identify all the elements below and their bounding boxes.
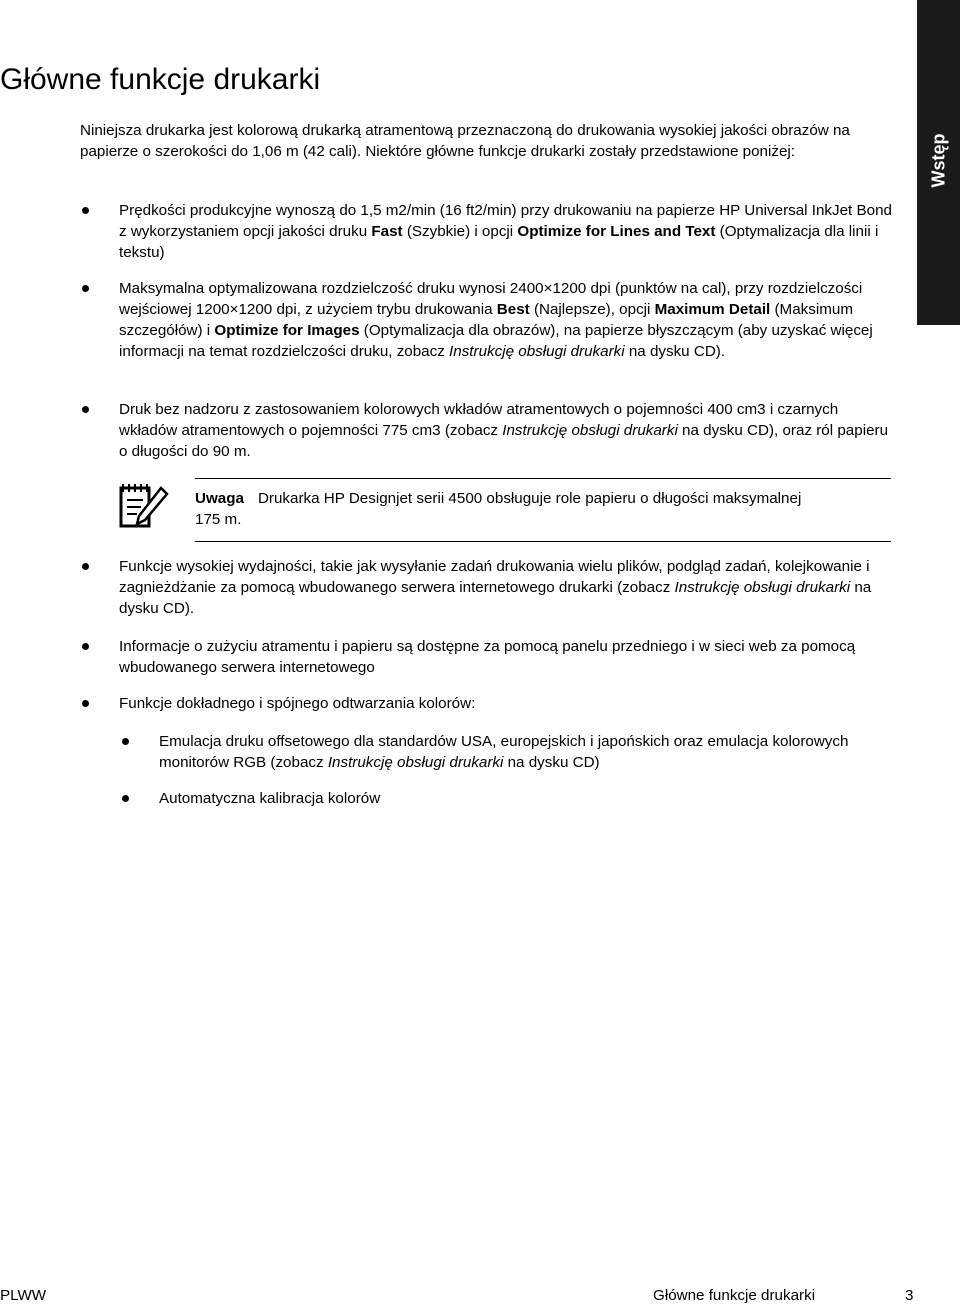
note-text	[195, 488, 815, 530]
section-tab-text: Wstęp	[928, 133, 948, 187]
sub-list-item	[120, 731, 895, 773]
footer-page-number: 3	[905, 1287, 914, 1304]
sub-list-item-text: Automatyczna kalibracja kolorów	[159, 790, 381, 807]
note-rule-bottom	[195, 541, 891, 542]
bullet-icon	[82, 207, 89, 214]
list-item-text: Informacje o zużyciu atramentu i papieru są dostępne za pomocą panelu przedniego i w sieci web za pomocą wbudowanego serwera internetowego	[119, 638, 856, 676]
note-label: Uwaga	[195, 490, 244, 507]
list-item-text: Maksymalna optymalizowana rozdzielczość druku wynosi 2400×1200 dpi (punktów na cal), przy rozdzielczości wejściowej 1200×1200 dpi, z użyciem trybu drukowania Best (Najlepsze), opcji Maximum Detail (Maksimum szczegółów) i Optimize for Images (Optymalizacja dla obrazów), na papierze błyszczącym (aby uzyskać więcej informacji na temat rozdzielczości druku, zobacz Instrukcję obsługi drukarki na dysku CD).	[119, 280, 873, 360]
sub-list-item	[120, 788, 895, 809]
list-item	[80, 200, 895, 263]
bullet-icon	[122, 795, 129, 802]
list-item-text: Prędkości produkcyjne wynoszą do 1,5 m2/min (16 ft2/min) przy drukowaniu na papierze HP Universal InkJet Bond z wykorzystaniem opcji jakości druku Fast (Szybkie) i opcji Optimize for Lines and Text (Optymalizacja dla linii i tekstu)	[119, 202, 892, 261]
list-item-text: Funkcje dokładnego i spójnego odtwarzania kolorów:	[119, 695, 476, 712]
bullet-icon	[82, 285, 89, 292]
note-rule-top	[195, 478, 891, 479]
list-item	[80, 636, 895, 678]
list-item	[80, 278, 895, 362]
note-body: Drukarka HP Designjet serii 4500 obsługuje role papieru o długości maksymalnej 175 m.	[195, 490, 802, 528]
list-item	[80, 556, 895, 619]
note-box	[115, 478, 891, 541]
section-tab-label	[917, 130, 960, 190]
bullet-icon	[82, 563, 89, 570]
bullet-icon	[82, 406, 89, 413]
bullet-icon	[122, 738, 129, 745]
page-title: Główne funkcje drukarki	[0, 63, 321, 96]
list-item	[80, 399, 895, 462]
list-item-text: Funkcje wysokiej wydajności, takie jak wysyłanie zadań drukowania wielu plików, podgląd zadań, kolejkowanie i zagnieżdżanie za pomocą wbudowanego serwera internetowego drukarki (zobacz Instrukcję obsługi drukarki na dysku CD).	[119, 558, 872, 617]
note-pencil-icon	[115, 480, 169, 530]
list-item	[80, 693, 895, 714]
footer-section: Główne funkcje drukarki	[653, 1287, 816, 1304]
list-item-text: Druk bez nadzoru z zastosowaniem kolorowych wkładów atramentowych o pojemności 400 cm3 i czarnych wkładów atramentowych o pojemności 775 cm3 (zobacz Instrukcję obsługi drukarki na dysku CD), oraz ról papieru o długości do 90 m.	[119, 401, 889, 460]
footer-doc-id: PLWW	[0, 1287, 47, 1304]
bullet-icon	[82, 700, 89, 707]
bullet-icon	[82, 643, 89, 650]
sub-list-item-text: Emulacja druku offsetowego dla standardów USA, europejskich i japońskich oraz emulacja kolorowych monitorów RGB (zobacz Instrukcję obsługi drukarki na dysku CD)	[159, 733, 849, 771]
intro-paragraph: Niniejsza drukarka jest kolorową drukarką atramentową przeznaczoną do drukowania wysokiej jakości obrazów na papierze o szerokości do 1,06 m (42 cali). Niektóre główne funkcje drukarki zostały przedstawione poniżej:	[80, 122, 850, 160]
